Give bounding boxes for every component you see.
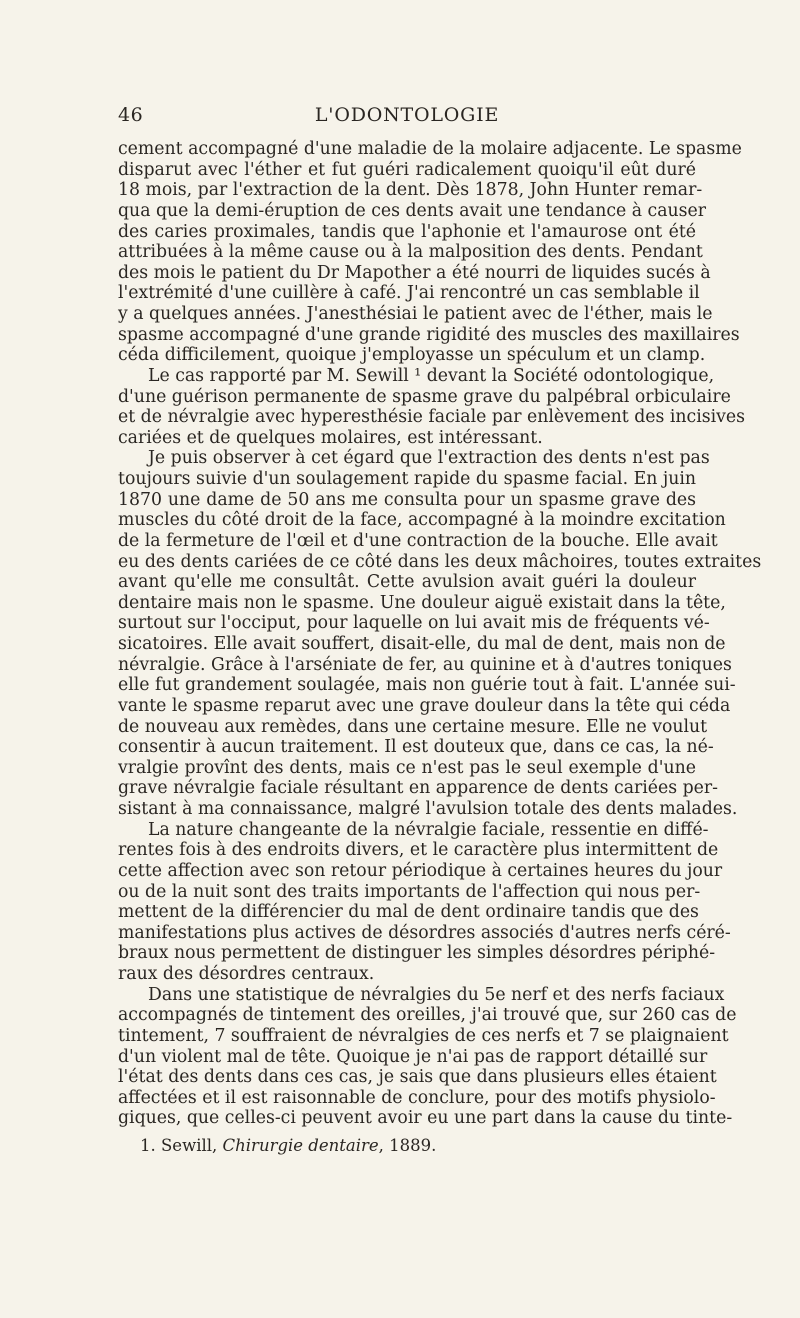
body-text	[118, 139, 762, 1129]
text-line: des caries proximales, tandis que l'aphonie et l'amaurose ont été	[118, 221, 696, 242]
text-line: elle fut grandement soulagée, mais non guérie tout à fait. L'année sui-	[118, 675, 736, 696]
text-line: dentaire mais non le spasme. Une douleur aiguë existait dans la tête,	[118, 592, 726, 613]
text-line: muscles du côté droit de la face, accompagné à la moindre excitation	[118, 510, 726, 531]
text-line: disparut avec l'éther et fut guéri radicalement quoiqu'il eût duré	[118, 159, 696, 180]
text-line: vante le spasme reparut avec une grave douleur dans la tête qui céda	[118, 695, 731, 716]
text-line: manifestations plus actives de désordres associés d'autres nerfs céré-	[118, 922, 731, 943]
text-line: spasme accompagné d'une grande rigidité des muscles des maxillaires	[118, 324, 740, 345]
text-line: giques, que celles-ci peuvent avoir eu une part dans la cause du tinte-	[118, 1108, 733, 1129]
text-line: toujours suivie d'un soulagement rapide du spasme facial. En juin	[118, 469, 696, 489]
text-line: Le cas rapporté par M. Sewill ¹ devant la Société odontologique,	[148, 365, 715, 386]
text-line: l'extrémité d'une cuillère à café. J'ai rencontré un cas semblable il	[118, 283, 700, 304]
text-line: eu des dents cariées de ce côté dans les deux mâchoires, toutes extraites	[118, 551, 762, 572]
text-line: rentes fois à des endroits divers, et le caractère plus intermittent de	[118, 840, 719, 861]
text-line: La nature changeante de la névralgie faciale, ressentie en diffé-	[148, 819, 709, 840]
text-line: qua que la demi-éruption de ces dents avait une tendance à causer	[118, 200, 706, 221]
running-title: L'ODONTOLOGIE	[314, 104, 500, 126]
text-line: sicatoires. Elle avait souffert, disait-elle, du mal de dent, mais non de	[118, 634, 726, 654]
text-line: d'une guérison permanente de spasme grave du palpébral orbiculaire	[118, 386, 731, 407]
text-line: grave névralgie faciale résultant en apparence de dents cariées per-	[118, 778, 718, 799]
text-line: cette affection avec son retour périodique à certaines heures du jour	[118, 860, 723, 881]
footnote-title: Chirurgie dentaire	[222, 1136, 379, 1155]
text-line: ou de la nuit sont des traits importants de l'affection qui nous per-	[118, 881, 701, 902]
text-line: 1870 une dame de 50 ans me consulta pour un spasme grave des	[118, 489, 696, 510]
text-line: y a quelques années. J'anesthésiai le patient avec de l'éther, mais le	[118, 304, 713, 324]
text-line: raux des désordres centraux.	[118, 964, 375, 984]
text-line: attribuées à la même cause ou à la malposition des dents. Pendant	[118, 242, 703, 263]
footnote-author: Sewill,	[161, 1136, 218, 1155]
text-line: affectées et il est raisonnable de conclure, pour des motifs physiolo-	[118, 1087, 716, 1108]
text-line: surtout sur l'occiput, pour laquelle on lui avait mis de fréquents vé-	[118, 613, 710, 634]
text-line: névralgie. Grâce à l'arséniate de fer, au quinine et à d'autres toniques	[118, 654, 732, 675]
text-line: et de névralgie avec hyperesthésie faciale par enlèvement des incisives	[118, 407, 746, 428]
text-line: tintement, 7 souffraient de névralgies de ces nerfs et 7 se plaignaient	[118, 1025, 729, 1046]
text-line: des mois le patient du Dr Mapother a été nourri de liquides sucés à	[118, 262, 711, 283]
text-line: de la fermeture de l'œil et d'une contraction de la bouche. Elle avait	[118, 530, 718, 551]
text-line: consentir à aucun traitement. Il est douteux que, dans ce cas, la né-	[118, 737, 714, 758]
text-line: Dans une statistique de névralgies du 5e nerf et des nerfs faciaux	[148, 984, 725, 1005]
text-line: Je puis observer à cet égard que l'extraction des dents n'est pas	[148, 448, 710, 469]
text-line: cariées et de quelques molaires, est intéressant.	[118, 427, 543, 448]
text-line: 18 mois, par l'extraction de la dent. Dès 1878, John Hunter remar-	[118, 180, 703, 201]
text-line: d'un violent mal de tête. Quoique je n'ai pas de rapport détaillé sur	[118, 1046, 708, 1067]
footnote-year: , 1889.	[378, 1136, 437, 1155]
footnote	[140, 1136, 696, 1156]
text-line: mettent de la différencier du mal de dent ordinaire tandis que des	[118, 902, 699, 923]
footnote-number: 1.	[140, 1136, 156, 1155]
text-line: céda difficilement, quoique j'employasse un spéculum et un clamp.	[118, 345, 706, 366]
text-line: avant qu'elle me consultât. Cette avulsion avait guéri la douleur	[118, 572, 696, 593]
text-line: braux nous permettent de distinguer les simples désordres périphé-	[118, 943, 716, 964]
text-line: accompagnés de tintement des oreilles, j'ai trouvé que, sur 260 cas de	[118, 1005, 737, 1026]
text-line: l'état des dents dans ces cas, je sais que dans plusieurs elles étaient	[118, 1067, 717, 1088]
text-line: cement accompagné d'une maladie de la molaire adjacente. Le spasme	[118, 139, 742, 159]
text-line: de nouveau aux remèdes, dans une certaine mesure. Elle ne voulut	[118, 716, 708, 737]
page-header	[118, 104, 696, 132]
text-line: sistant à ma connaissance, malgré l'avulsion totale des dents malades.	[118, 799, 738, 819]
page-number: 46	[118, 104, 144, 126]
text-line: vralgie provînt des dents, mais ce n'est pas le seul exemple d'une	[118, 757, 696, 778]
